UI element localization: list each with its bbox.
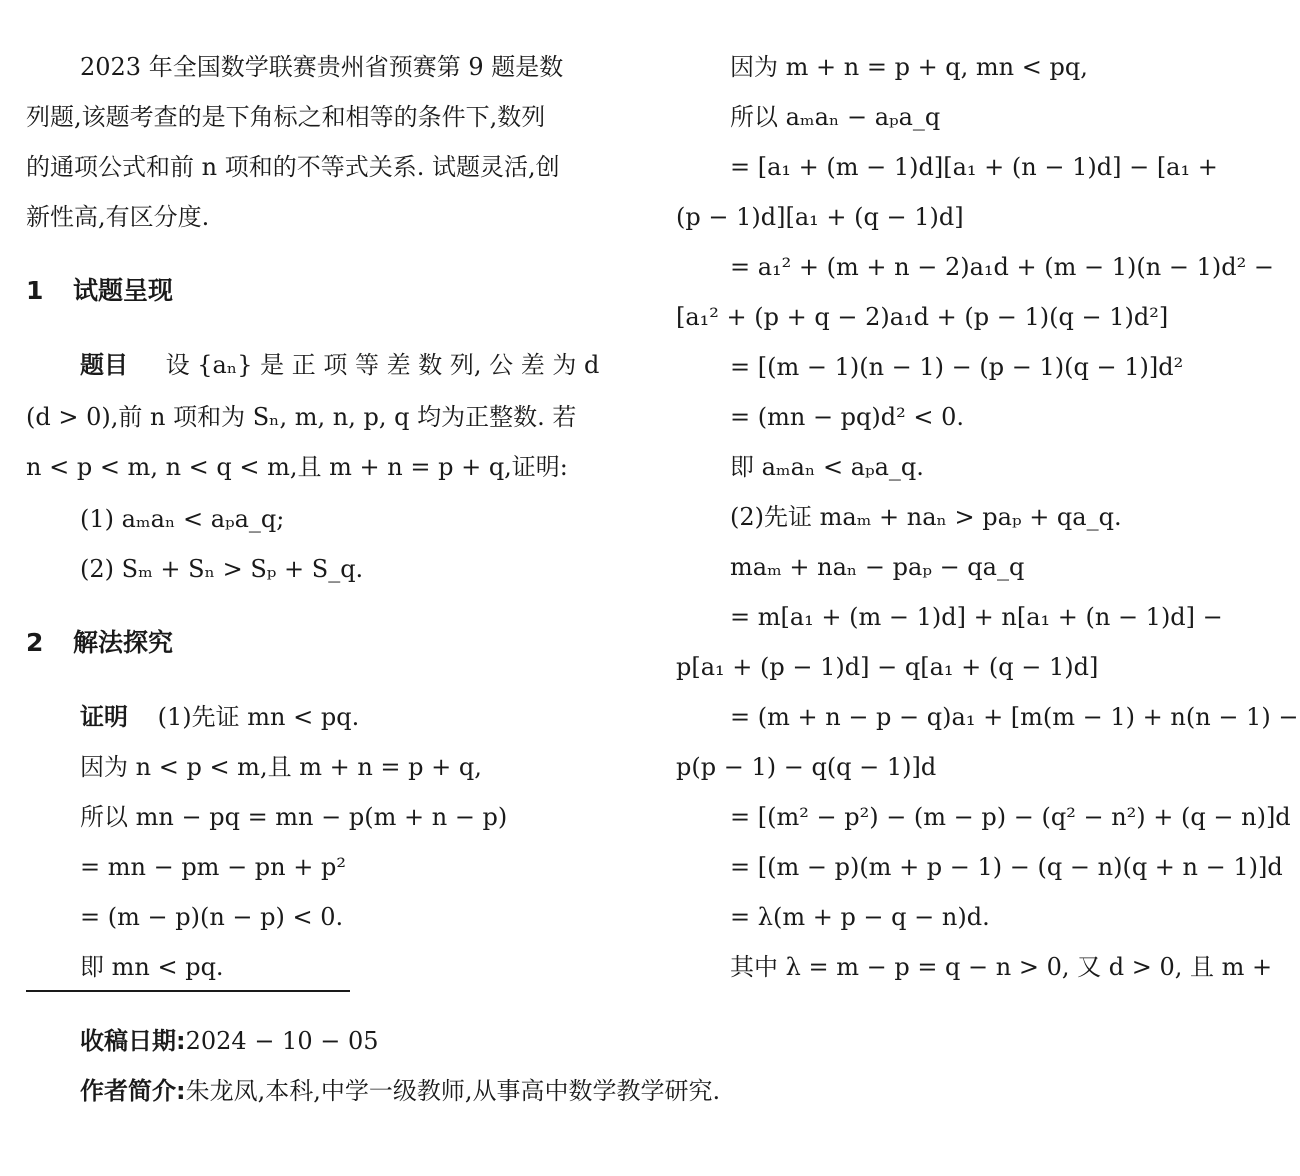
proof-line [26, 702, 359, 732]
author-text: 朱龙凤,本科,中学一级教师,从事高中数学教学研究. [185, 1077, 721, 1105]
problem-line [26, 350, 599, 380]
received-label: 收稿日期: [80, 1027, 186, 1055]
intro-line: 列题,该题考查的是下角标之和相等的条件下,数列 [26, 103, 546, 131]
derivation-line: (p − 1)d][a₁ + (q − 1)d] [676, 203, 964, 231]
author-label: 作者简介: [80, 1077, 186, 1105]
problem-line: n < p < m, n < q < m,且 m + n = p + q,证明: [26, 453, 568, 481]
derivation-line: = a₁² + (m + n − 2)a₁d + (m − 1)(n − 1)d² − [730, 253, 1274, 281]
problem-line: (d > 0),前 n 项和为 Sₙ, m, n, p, q 均为正整数. 若 [26, 403, 577, 431]
derivation-line: = [(m² − p²) − (m − p) − (q² − n²) + (q − n)]d [730, 803, 1291, 831]
section-2-number: 2 [26, 628, 44, 657]
section-1-title: 试题呈现 [73, 276, 174, 305]
section-1-heading [26, 276, 173, 306]
proof-line: = mn − pm − pn + p² [80, 853, 346, 881]
proof-line: 即 mn < pq. [80, 953, 224, 981]
section-2-title: 解法探究 [73, 628, 174, 657]
derivation-line: = λ(m + p − q − n)d. [730, 903, 990, 931]
derivation-line: [a₁² + (p + q − 2)a₁d + (p − 1)(q − 1)d²] [676, 303, 1169, 331]
received-date-note [80, 1026, 379, 1056]
derivation-line: (2)先证 maₘ + naₙ > paₚ + qa_q. [730, 503, 1122, 531]
intro-line: 的通项公式和前 n 项和的不等式关系. 试题灵活,创 [26, 153, 560, 181]
derivation-line: 因为 m + n = p + q, mn < pq, [730, 53, 1088, 81]
derivation-line: = (mn − pq)d² < 0. [730, 403, 965, 431]
derivation-line: 其中 λ = m − p = q − n > 0, 又 d > 0, 且 m + [730, 953, 1273, 981]
intro-line: 2023 年全国数学联赛贵州省预赛第 9 题是数 [80, 53, 564, 81]
derivation-line: = [(m − 1)(n − 1) − (p − 1)(q − 1)]d² [730, 353, 1184, 381]
proof-line: = (m − p)(n − p) < 0. [80, 903, 344, 931]
derivation-line: p[a₁ + (p − 1)d] − q[a₁ + (q − 1)d] [676, 653, 1099, 681]
problem-item: (1) aₘaₙ < aₚa_q; [80, 505, 285, 533]
section-2-heading [26, 628, 173, 658]
derivation-line: 所以 aₘaₙ − aₚa_q [730, 103, 941, 131]
derivation-line: = [(m − p)(m + p − 1) − (q − n)(q + n − 1)]d [730, 853, 1283, 881]
intro-line: 新性高,有区分度. [26, 203, 210, 231]
derivation-line: 即 aₘaₙ < aₚa_q. [730, 453, 924, 481]
problem-item: (2) Sₘ + Sₙ > Sₚ + S_q. [80, 555, 364, 583]
footnote-divider [26, 990, 350, 992]
proof-line: 所以 mn − pq = mn − p(m + n − p) [80, 803, 508, 831]
problem-text: 设 {aₙ} 是 正 项 等 差 数 列, 公 差 为 d [165, 351, 600, 379]
proof-label: 证明 [80, 703, 128, 731]
derivation-line: = (m + n − p − q)a₁ + [m(m − 1) + n(n − 1) − [730, 703, 1299, 731]
proof-line: 因为 n < p < m,且 m + n = p + q, [80, 753, 482, 781]
derivation-line: p(p − 1) − q(q − 1)]d [676, 753, 937, 781]
derivation-line: = [a₁ + (m − 1)d][a₁ + (n − 1)d] − [a₁ + [730, 153, 1218, 181]
section-1-number: 1 [26, 276, 44, 305]
derivation-line: = m[a₁ + (m − 1)d] + n[a₁ + (n − 1)d] − [730, 603, 1223, 631]
derivation-line: maₘ + naₙ − paₚ − qa_q [730, 553, 1025, 581]
author-note [80, 1076, 720, 1106]
received-date: 2024 − 10 − 05 [185, 1027, 379, 1055]
proof-text: (1)先证 mn < pq. [157, 703, 360, 731]
problem-label: 题目 [80, 351, 128, 379]
